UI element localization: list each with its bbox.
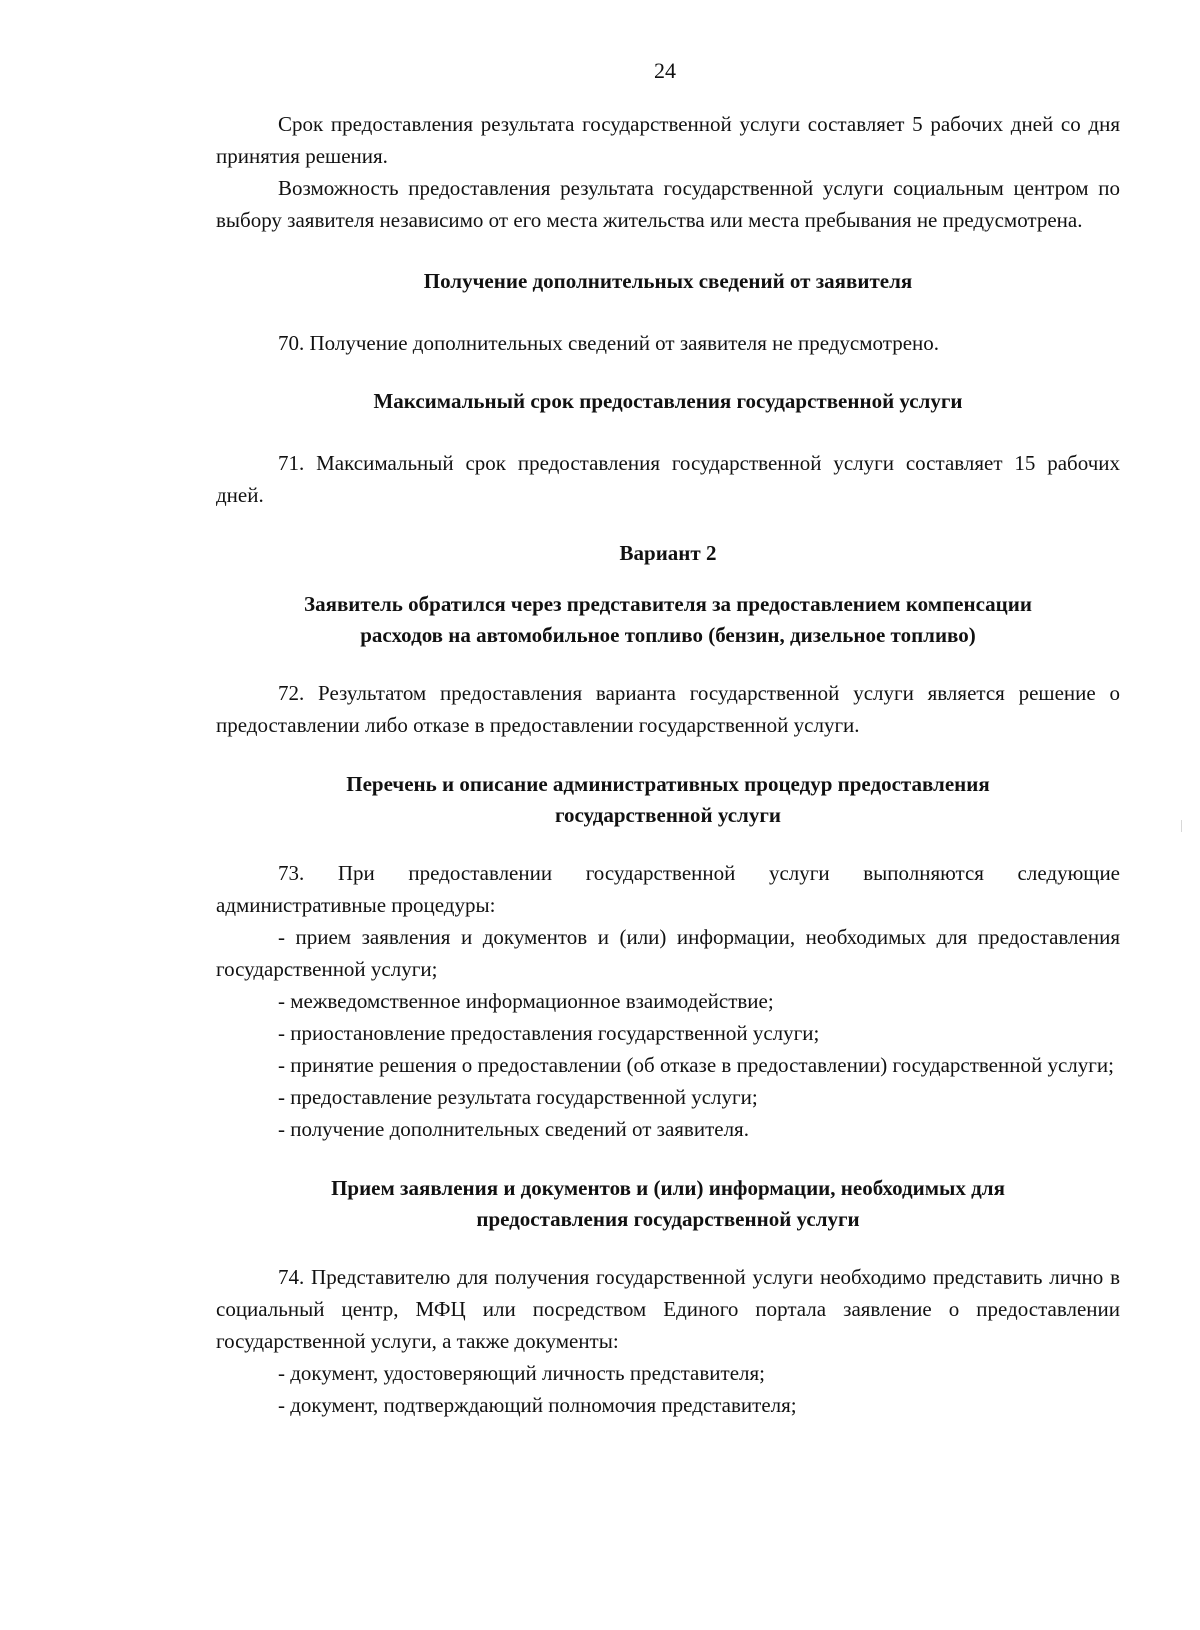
list-item: - прием заявления и документов и (или) информации, необходимых для предоставления государственной услуги; xyxy=(216,925,1120,981)
list-item: - получение дополнительных сведений от заявителя. xyxy=(278,1117,749,1141)
list-item: - межведомственное информационное взаимодействие; xyxy=(278,989,774,1013)
list-item: - документ, удостоверяющий личность представителя; xyxy=(278,1361,765,1385)
heading-line: государственной услуги xyxy=(555,803,781,827)
paragraph-72: 72. Результатом предоставления варианта государственной услуги является решение о предоставлении либо отказе в предоставлении государственной услуги. xyxy=(216,681,1120,737)
scan-artifact xyxy=(1181,820,1182,832)
list-item: - предоставление результата государственной услуги; xyxy=(278,1085,758,1109)
heading-line: Прием заявления и документов и (или) информации, необходимых для xyxy=(331,1176,1005,1200)
heading-line: расходов на автомобильное топливо (бензин, дизельное топливо) xyxy=(360,623,976,647)
list-item: - приостановление предоставления государственной услуги; xyxy=(278,1021,820,1045)
heading-line: предоставления государственной услуги xyxy=(476,1207,860,1231)
document-body xyxy=(216,108,1120,1421)
page-number: 24 xyxy=(654,58,676,83)
documents-list xyxy=(216,1357,1120,1421)
procedures-list xyxy=(216,921,1120,1145)
paragraph-71: 71. Максимальный срок предоставления государственной услуги составляет 15 рабочих дней. xyxy=(216,451,1120,507)
heading-line: Перечень и описание административных процедур предоставления xyxy=(346,772,990,796)
heading-procedures xyxy=(216,769,1120,831)
heading-application-intake xyxy=(216,1173,1120,1235)
heading-applicant-representative xyxy=(216,589,1120,651)
list-item: - документ, подтверждающий полномочия представителя; xyxy=(278,1393,797,1417)
paragraph-73: 73. При предоставлении государственной услуги выполняются следующие административные процедуры: xyxy=(216,861,1120,917)
heading-line: Заявитель обратился через представителя за предоставлением компенсации xyxy=(304,592,1032,616)
paragraph-extraterritorial: Возможность предоставления результата государственной услуги социальным центром по выбору заявителя независимо от его места жительства или места пребывания не предусмотрена. xyxy=(216,176,1120,232)
list-item: - принятие решения о предоставлении (об отказе в предоставлении) государственной услуги; xyxy=(278,1053,1114,1077)
paragraph-74: 74. Представителю для получения государственной услуги необходимо представить лично в социальный центр, МФЦ или посредством Единого портала заявление о предоставлении государственной услуги, а также документы: xyxy=(216,1265,1120,1353)
heading-variant-2: Вариант 2 xyxy=(619,541,717,565)
paragraph-result-term: Срок предоставления результата государственной услуги составляет 5 рабочих дней со дня принятия решения. xyxy=(216,112,1120,168)
paragraph-70: 70. Получение дополнительных сведений от заявителя не предусмотрено. xyxy=(278,331,939,355)
heading-additional-info: Получение дополнительных сведений от заявителя xyxy=(423,269,913,293)
heading-max-term: Максимальный срок предоставления государственной услуги xyxy=(373,389,963,413)
